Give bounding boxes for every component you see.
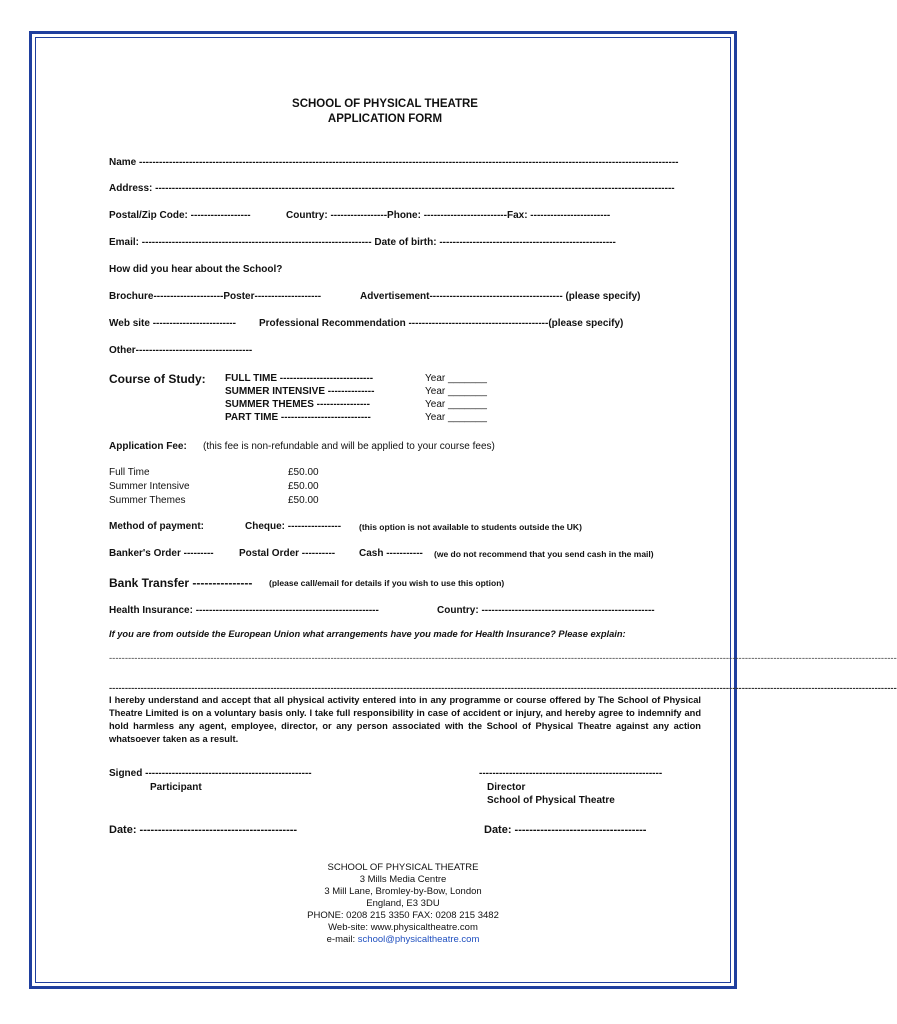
fee-full-time: Full Time: [109, 467, 150, 478]
footer-website: Web-site: www.physicaltheatre.com: [328, 922, 478, 933]
cheque-field[interactable]: Cheque: ----------------: [245, 521, 342, 532]
answer-line-2[interactable]: ---------------------------------------------------------------------------------------------------------------------------------------------------------------------------------------------------------------------------------------------------------: [109, 683, 897, 694]
participant-label: Participant: [150, 782, 202, 793]
how-heard-question: How did you hear about the School?: [109, 264, 283, 275]
footer-email-line: [0, 934, 806, 946]
participant-signature-field[interactable]: Signed --------------------------------------------------: [109, 768, 312, 779]
participant-date-field[interactable]: Date: -------------------------------------------: [109, 824, 298, 836]
footer-phone: PHONE: 0208 215 3350 FAX: 0208 215 3482: [307, 910, 499, 921]
footer-address-1: 3 Mills Media Centre: [359, 874, 447, 885]
course-of-study-label: Course of Study:: [109, 372, 206, 386]
health-insurance-field[interactable]: Health Insurance: -------------------------------------------------------: [109, 605, 379, 616]
course-part-time[interactable]: PART TIME ---------------------------: [225, 412, 371, 423]
footer-email-link[interactable]: school@physicaltheatre.com: [357, 934, 480, 945]
fee-summer-themes: Summer Themes: [109, 495, 186, 506]
health-insurance-question: If you are from outside the European Union what arrangements have you made for Health Insurance? Please explain:: [109, 629, 626, 639]
footer-school-name: SCHOOL OF PHYSICAL THEATRE: [327, 862, 479, 873]
form-title: SCHOOL OF PHYSICAL THEATRE: [292, 98, 478, 110]
application-fee-note: (this fee is non-refundable and will be applied to your course fees): [203, 441, 495, 452]
bank-transfer-note: (please call/email for details if you wish to use this option): [269, 578, 505, 588]
declaration-paragraph: I hereby understand and accept that all physical activity entered into in any programme or course offered by The School of Physical Theatre Limited is on a voluntary basis only. I take full responsibility in case of accident or injury, and hereby agree to indemnify and hold harmless any agent, employee, director, or any person associated with the School of Physical Theatre against any action whatsoever taken as a result.: [109, 695, 701, 744]
fee-summer-intensive-amount: £50.00: [288, 481, 319, 492]
cheque-note: (this option is not available to students outside the UK): [359, 522, 582, 532]
director-label: Director: [487, 782, 526, 793]
payment-method-label: Method of payment:: [109, 521, 204, 532]
postal-order-field[interactable]: Postal Order ----------: [239, 548, 336, 559]
form-subtitle: APPLICATION FORM: [327, 113, 443, 125]
bankers-order-field[interactable]: Banker's Order ---------: [109, 548, 214, 559]
answer-line-1[interactable]: ---------------------------------------------------------------------------------------------------------------------------------------------------------------------------------------------------------------------------------------------------------: [109, 653, 897, 664]
country-phone-fax-field[interactable]: Country: -----------------Phone: -------------------------Fax: ------------------------: [286, 210, 611, 221]
other-field[interactable]: Other-----------------------------------: [109, 345, 253, 356]
course-summer-intensive[interactable]: SUMMER INTENSIVE --------------: [225, 386, 375, 397]
director-signature-field[interactable]: -------------------------------------------------------: [479, 768, 663, 779]
website-field[interactable]: Web site -------------------------: [109, 318, 236, 329]
footer-address-3: England, E3 3DU: [366, 898, 440, 909]
fee-summer-intensive: Summer Intensive: [109, 481, 190, 492]
cash-field[interactable]: Cash -----------: [359, 548, 423, 559]
name-field[interactable]: Name ------------------------------------------------------------------------------------------------------------------------------------------------------------------: [109, 157, 679, 168]
bank-transfer-field[interactable]: Bank Transfer ---------------: [109, 576, 253, 590]
director-school-label: School of Physical Theatre: [487, 795, 615, 806]
footer-email-label: e-mail:: [326, 934, 358, 945]
course-full-time-year[interactable]: Year _______: [425, 373, 487, 384]
course-summer-themes[interactable]: SUMMER THEMES ----------------: [225, 399, 370, 410]
application-fee-label: Application Fee:: [109, 441, 187, 452]
inner-border: [35, 37, 897, 983]
fee-summer-themes-amount: £50.00: [288, 495, 319, 506]
course-full-time[interactable]: FULL TIME ----------------------------: [225, 373, 374, 384]
postal-code-field[interactable]: Postal/Zip Code: ------------------: [109, 210, 251, 221]
professional-recommendation-field[interactable]: Professional Recommendation ------------------------------------------(please specify): [259, 318, 624, 329]
course-summer-intensive-year[interactable]: Year _______: [425, 386, 487, 397]
advertisement-field[interactable]: Advertisement---------------------------------------- (please specify): [360, 291, 641, 302]
brochure-poster-field[interactable]: Brochure---------------------Poster--------------------: [109, 291, 322, 302]
fee-full-time-amount: £50.00: [288, 467, 319, 478]
director-date-field[interactable]: Date: ------------------------------------: [484, 824, 647, 836]
email-dob-field[interactable]: Email: --------------------------------------------------------------------- Date of birth: -----------------------------------------------------: [109, 237, 616, 248]
cash-note: (we do not recommend that you send cash in the mail): [434, 549, 654, 559]
course-part-time-year[interactable]: Year _______: [425, 412, 487, 423]
health-country-field[interactable]: Country: ----------------------------------------------------: [437, 605, 655, 616]
footer-address-2: 3 Mill Lane, Bromley-by-Bow, London: [324, 886, 482, 897]
course-summer-themes-year[interactable]: Year _______: [425, 399, 487, 410]
address-field[interactable]: Address: ------------------------------------------------------------------------------------------------------------------------------------------------------------: [109, 183, 675, 194]
